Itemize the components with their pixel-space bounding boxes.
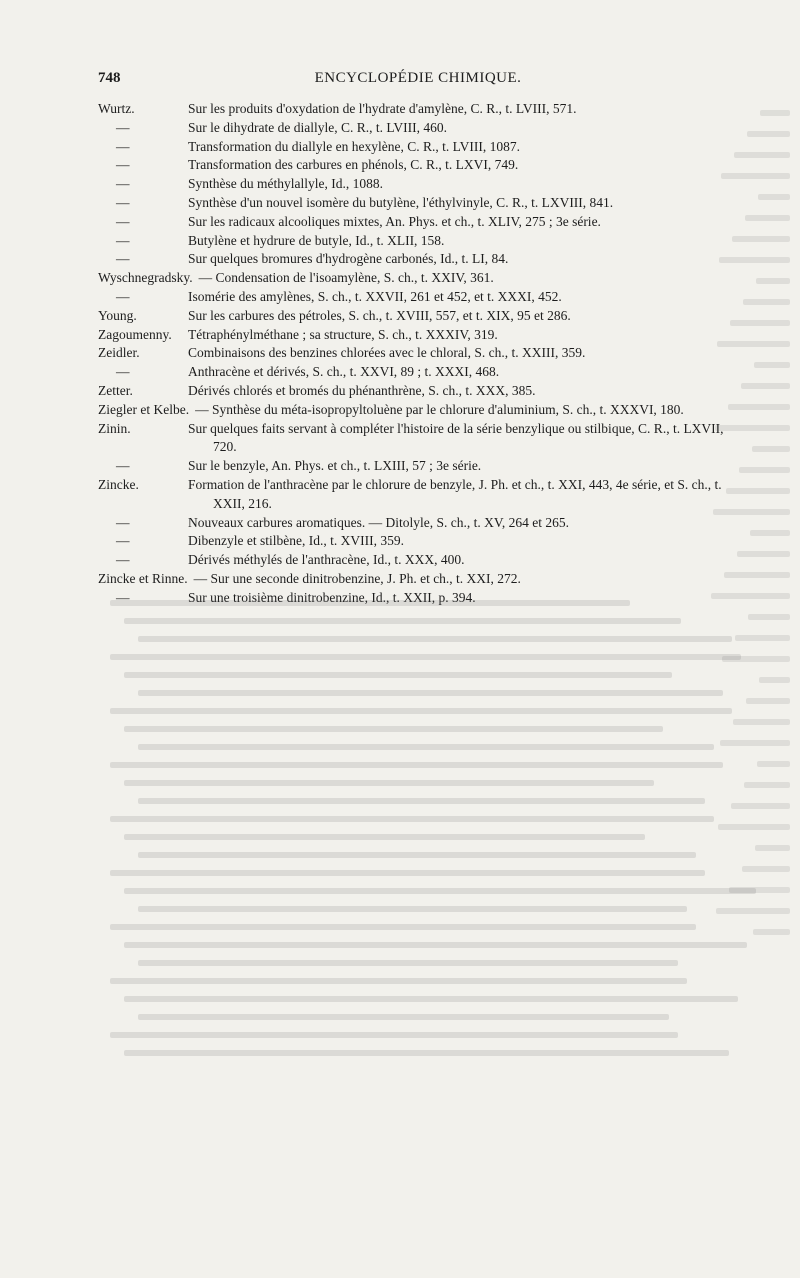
- margin-bleed-line: [716, 908, 790, 914]
- bibliography-entry: [98, 307, 746, 326]
- bibliography-entry: [98, 138, 746, 157]
- entry-author: —: [116, 589, 130, 605]
- entry-author: —: [116, 251, 130, 267]
- page-header: [98, 70, 738, 94]
- entry-text: — Synthèse du méta-isopropyltoluène par le chlorure d'aluminium, S. ch., t. XXXVI, 180.: [195, 401, 684, 417]
- bleed-line: [138, 852, 696, 858]
- bibliography-entry: [98, 401, 746, 420]
- bibliography-entry: [98, 250, 746, 269]
- margin-bleed-line: [732, 236, 790, 242]
- bleed-line: [124, 942, 747, 948]
- entry-text: Dibenzyle et stilbène, Id., t. XVIII, 359.: [188, 533, 404, 549]
- margin-bleed-line: [721, 173, 790, 179]
- bibliography-entry: [98, 194, 746, 213]
- bibliography-entry: [98, 288, 746, 307]
- entry-text: Synthèse d'un nouvel isomère du butylène, l'éthylvinyle, C. R., t. LXVIII, 841.: [188, 194, 614, 210]
- entry-text: Sur quelques bromures d'hydrogène carbonés, Id., t. LI, 84.: [188, 251, 509, 267]
- margin-bleed-line: [744, 782, 790, 788]
- margin-bleed-line: [735, 635, 790, 641]
- bibliography-entry: [98, 100, 746, 119]
- bleed-line: [124, 1050, 729, 1056]
- entry-author: —: [116, 364, 130, 380]
- margin-bleed-line: [715, 425, 790, 431]
- entry-author: —: [116, 176, 130, 192]
- entry-author: Zeidler.: [98, 345, 140, 361]
- bibliography-entry: [98, 363, 746, 382]
- margin-bleed-line: [739, 467, 790, 473]
- margin-bleed-line: [722, 656, 790, 662]
- bleed-line: [110, 978, 687, 984]
- bibliography-entry: [98, 344, 746, 363]
- margin-bleed-line: [756, 278, 790, 284]
- entry-author: —: [116, 458, 130, 474]
- entry-text: Synthèse du méthylallyle, Id., 1088.: [188, 176, 383, 192]
- entry-text: Sur le benzyle, An. Phys. et ch., t. LXIII, 57 ; 3e série.: [188, 458, 482, 474]
- entry-text: Sur les radicaux alcooliques mixtes, An. Phys. et ch., t. XLIV, 275 ; 3e série.: [188, 213, 601, 229]
- bleed-through-text: [110, 600, 800, 1080]
- entry-author: —: [116, 288, 130, 304]
- entry-author: Zetter.: [98, 382, 133, 398]
- entry-text: Sur quelques faits servant à compléter l'histoire de la série benzylique ou stilbique, C. R., t. LXVII, 720.: [188, 420, 724, 455]
- entry-author: —: [116, 213, 130, 229]
- bleed-line: [124, 672, 672, 678]
- bibliography-entry: [98, 420, 746, 458]
- bibliography-list: [98, 100, 746, 608]
- bleed-line: [138, 906, 687, 912]
- margin-bleed-through: [705, 110, 800, 960]
- margin-bleed-line: [730, 320, 790, 326]
- margin-bleed-line: [737, 551, 790, 557]
- entry-author: —: [116, 552, 130, 568]
- bibliography-entry: [98, 119, 746, 138]
- bleed-line: [138, 960, 678, 966]
- margin-bleed-line: [745, 215, 790, 221]
- bleed-line: [124, 834, 645, 840]
- margin-bleed-line: [711, 593, 790, 599]
- margin-bleed-line: [754, 362, 790, 368]
- margin-bleed-line: [755, 845, 790, 851]
- margin-bleed-line: [733, 719, 790, 725]
- entry-text: Sur les produits d'oxydation de l'hydrate d'amylène, C. R., t. LVIII, 571.: [188, 101, 577, 116]
- bleed-line: [110, 600, 630, 606]
- bibliography-entry: [98, 570, 746, 589]
- bibliography-entry: [98, 457, 746, 476]
- entry-text: Transformation des carbures en phénols, C. R., t. LXVI, 749.: [188, 157, 519, 173]
- bleed-line: [110, 708, 732, 714]
- entry-author: —: [116, 514, 130, 530]
- entry-author: Young.: [98, 307, 137, 323]
- bibliography-entry: [98, 156, 746, 175]
- bibliography-entry: [98, 551, 746, 570]
- entry-author: Zincke et Rinne.: [98, 570, 188, 586]
- margin-bleed-line: [720, 740, 790, 746]
- bleed-line: [124, 780, 654, 786]
- margin-bleed-line: [734, 152, 790, 158]
- margin-bleed-line: [724, 572, 790, 578]
- entry-author: —: [116, 232, 130, 248]
- bibliography-entry: [98, 269, 746, 288]
- margin-bleed-line: [753, 929, 790, 935]
- entry-text: Nouveaux carbures aromatiques. — Ditolyle, S. ch., t. XV, 264 et 265.: [188, 514, 570, 530]
- bleed-line: [110, 654, 741, 660]
- bleed-line: [124, 996, 738, 1002]
- bleed-line: [110, 816, 714, 822]
- bibliography-entry: [98, 514, 746, 533]
- entry-author: Wurtz.: [98, 101, 135, 116]
- margin-bleed-line: [750, 530, 790, 536]
- bibliography-entry: [98, 232, 746, 251]
- margin-bleed-line: [746, 698, 790, 704]
- entry-author: —: [116, 533, 130, 549]
- margin-bleed-line: [748, 614, 790, 620]
- margin-bleed-line: [759, 677, 790, 683]
- bibliography-entry: [98, 326, 746, 345]
- entry-text: Dérivés chlorés et bromés du phénanthrène, S. ch., t. XXX, 385.: [188, 382, 536, 398]
- entry-author: Ziegler et Kelbe.: [98, 401, 190, 417]
- margin-bleed-line: [719, 257, 790, 263]
- margin-bleed-line: [741, 383, 790, 389]
- entry-author: Zagoumenny.: [98, 326, 172, 342]
- entry-text: Anthracène et dérivés, S. ch., t. XXVI, 89 ; t. XXXI, 468.: [188, 364, 500, 380]
- bleed-line: [138, 798, 705, 804]
- margin-bleed-line: [717, 341, 790, 347]
- bleed-line: [124, 888, 756, 894]
- bleed-line: [124, 618, 681, 624]
- bleed-line: [138, 1014, 669, 1020]
- bleed-line: [138, 744, 714, 750]
- margin-bleed-line: [742, 866, 790, 872]
- bibliography-entry: [98, 213, 746, 232]
- entry-text: Sur une troisième dinitrobenzine, Id., t. XXII, p. 394.: [188, 589, 476, 605]
- entry-author: Wyschnegradsky.: [98, 270, 193, 286]
- margin-bleed-line: [726, 488, 790, 494]
- bibliography-entry: [98, 175, 746, 194]
- entry-text: Sur les carbures des pétroles, S. ch., t. XVIII, 557, et t. XIX, 95 et 286.: [188, 307, 571, 323]
- bibliography-entry: [98, 382, 746, 401]
- margin-bleed-line: [752, 446, 790, 452]
- bleed-line: [110, 1032, 678, 1038]
- entry-text: Tétraphénylméthane ; sa structure, S. ch., t. XXXIV, 319.: [188, 326, 498, 342]
- margin-bleed-line: [758, 194, 790, 200]
- bleed-line: [138, 690, 723, 696]
- entry-text: Butylène et hydrure de butyle, Id., t. XLII, 158.: [188, 232, 445, 248]
- margin-bleed-line: [728, 404, 790, 410]
- bleed-line: [110, 870, 705, 876]
- entry-text: Transformation du diallyle en hexylène, C. R., t. LVIII, 1087.: [188, 138, 520, 154]
- entry-text: — Sur une seconde dinitrobenzine, J. Ph. et ch., t. XXI, 272.: [193, 570, 521, 586]
- entry-text: Formation de l'anthracène par le chlorure de benzyle, J. Ph. et ch., t. XXI, 443, 4e série, et S. ch., t. XXII, 216.: [188, 476, 722, 511]
- entry-text: Dérivés méthylés de l'anthracène, Id., t. XXX, 400.: [188, 552, 465, 568]
- entry-author: —: [116, 138, 130, 154]
- page-number: 748: [98, 70, 121, 86]
- margin-bleed-line: [760, 110, 790, 116]
- bibliography-entry: [98, 532, 746, 551]
- entry-author: —: [116, 194, 130, 210]
- entry-text: — Condensation de l'isoamylène, S. ch., t. XXIV, 361.: [198, 270, 494, 286]
- entry-author: Zincke.: [98, 476, 139, 492]
- margin-bleed-line: [718, 824, 790, 830]
- entry-text: Combinaisons des benzines chlorées avec le chloral, S. ch., t. XXIII, 359.: [188, 345, 586, 361]
- margin-bleed-line: [729, 887, 790, 893]
- margin-bleed-line: [757, 761, 790, 767]
- margin-bleed-line: [713, 509, 790, 515]
- entry-text: Isomérie des amylènes, S. ch., t. XXVII, 261 et 452, et t. XXXI, 452.: [188, 288, 562, 304]
- margin-bleed-line: [743, 299, 790, 305]
- margin-bleed-line: [747, 131, 790, 137]
- entry-text: Sur le dihydrate de diallyle, C. R., t. LVIII, 460.: [188, 119, 447, 135]
- running-title: ENCYCLOPÉDIE CHIMIQUE.: [314, 70, 522, 86]
- bleed-line: [110, 762, 723, 768]
- bleed-line: [124, 726, 663, 732]
- margin-bleed-line: [731, 803, 790, 809]
- entry-author: Zinin.: [98, 420, 131, 436]
- bleed-line: [138, 636, 732, 642]
- entry-author: —: [116, 119, 130, 135]
- entry-author: —: [116, 157, 130, 173]
- bibliography-entry: [98, 476, 746, 514]
- bleed-line: [110, 924, 696, 930]
